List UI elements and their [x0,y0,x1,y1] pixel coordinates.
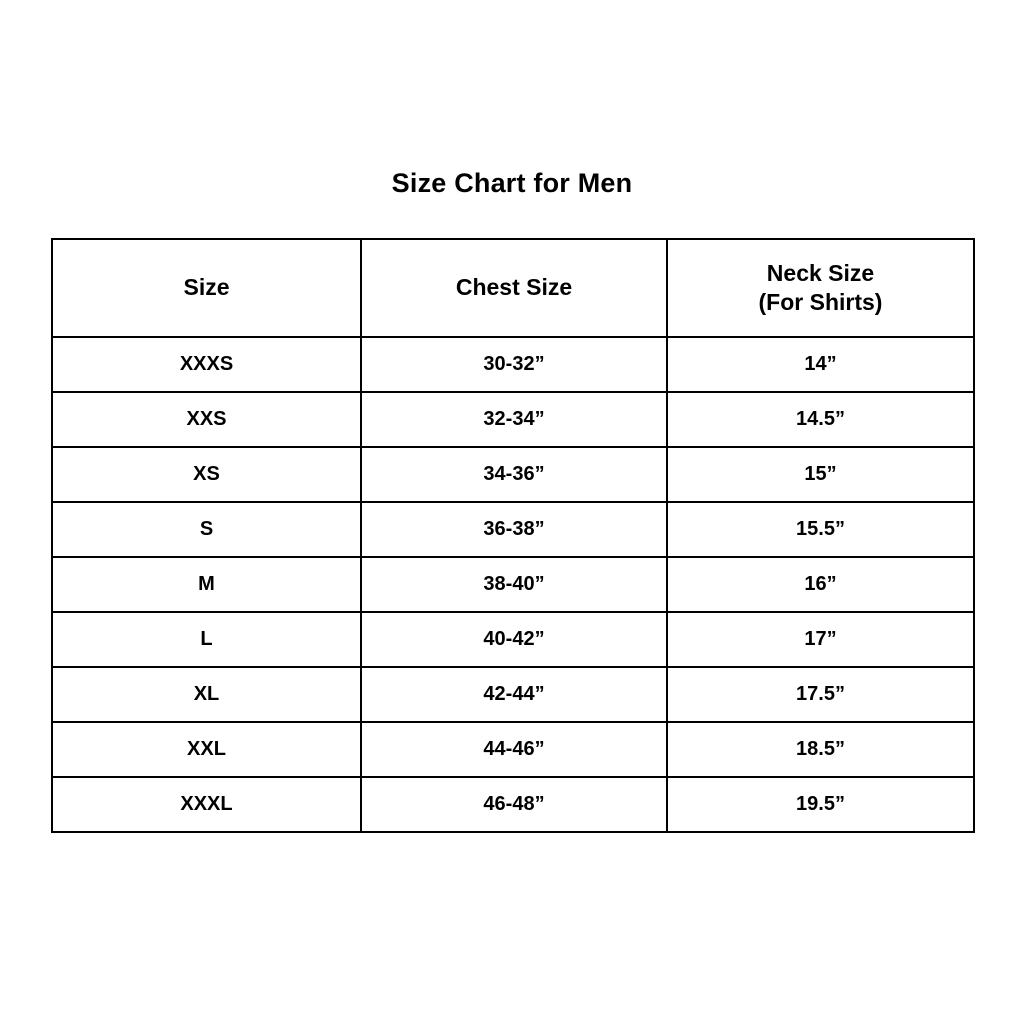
cell-size: XXL [52,722,361,777]
cell-neck: 17” [667,612,974,667]
cell-size: XXS [52,392,361,447]
column-header-size [52,239,361,337]
cell-size: L [52,612,361,667]
size-chart-table [51,238,975,833]
column-header-chest-label: Chest Size [455,274,573,301]
cell-chest: 44-46” [361,722,667,777]
column-header-chest [361,239,667,337]
column-header-size-label: Size [183,274,230,301]
cell-size: XL [52,667,361,722]
cell-chest: 34-36” [361,447,667,502]
cell-chest: 32-34” [361,392,667,447]
cell-size: XXXS [52,337,361,392]
table-row [52,777,974,832]
table-row [52,502,974,557]
table-row [52,392,974,447]
cell-size: S [52,502,361,557]
cell-neck: 14” [667,337,974,392]
cell-chest: 36-38” [361,502,667,557]
cell-chest: 42-44” [361,667,667,722]
cell-neck: 15.5” [667,502,974,557]
cell-neck: 16” [667,557,974,612]
cell-size: XXXL [52,777,361,832]
table-row [52,612,974,667]
table-header-row [52,239,974,337]
cell-chest: 30-32” [361,337,667,392]
table-row [52,722,974,777]
table-body [52,337,974,832]
cell-chest: 46-48” [361,777,667,832]
cell-neck: 15” [667,447,974,502]
table-row [52,667,974,722]
cell-size: M [52,557,361,612]
table-row [52,447,974,502]
cell-size: XS [52,447,361,502]
page-title: Size Chart for Men [391,168,633,198]
column-header-neck-label: Neck Size [766,259,875,286]
table-header [52,239,974,337]
cell-neck: 14.5” [667,392,974,447]
cell-neck: 18.5” [667,722,974,777]
table-row [52,337,974,392]
table-row [52,557,974,612]
cell-neck: 17.5” [667,667,974,722]
column-header-neck [667,239,974,337]
column-header-neck-sublabel: (For Shirts) [758,289,883,315]
cell-neck: 19.5” [667,777,974,832]
cell-chest: 38-40” [361,557,667,612]
cell-chest: 40-42” [361,612,667,667]
